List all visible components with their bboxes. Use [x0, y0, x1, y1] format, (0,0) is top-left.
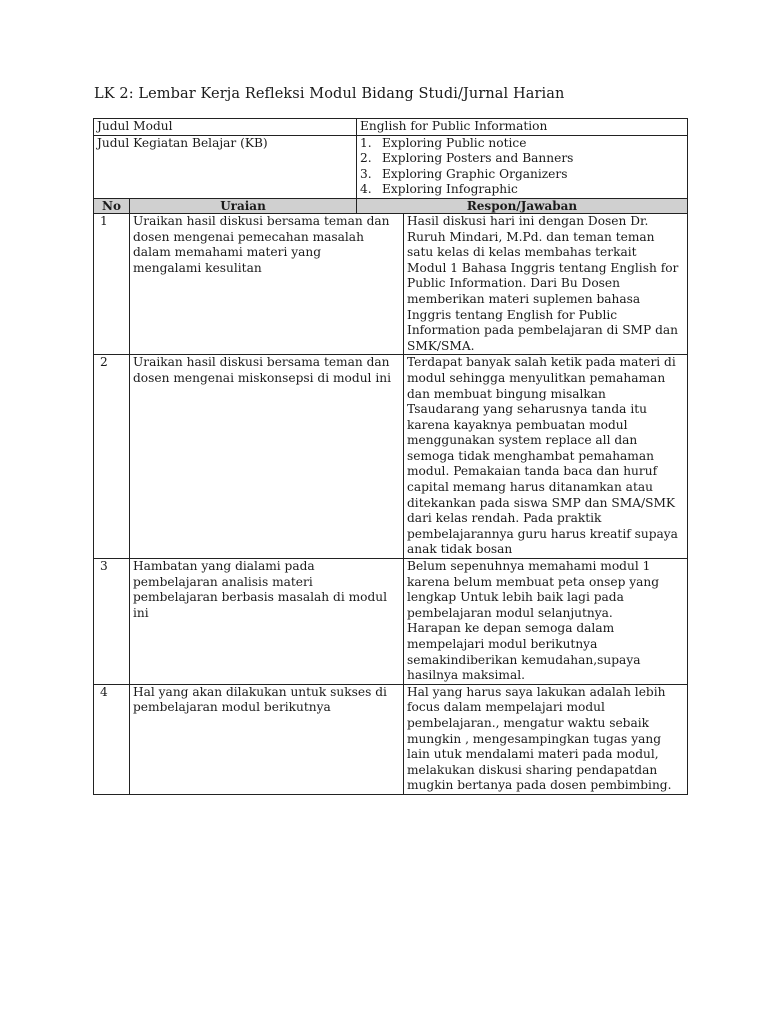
- kb-item-text: Exploring Posters and Banners: [382, 151, 574, 166]
- kb-list-cell: [357, 135, 688, 198]
- row-respon: [404, 559, 688, 685]
- reflection-table: [93, 118, 688, 795]
- table-row: [94, 684, 688, 794]
- header-respon: Respon/Jawaban: [357, 198, 688, 213]
- row-number: 3: [94, 559, 130, 685]
- table-row: [94, 213, 688, 354]
- row-uraian: Hal yang akan dilakukan untuk sukses di pembelajaran modul berikutnya: [130, 684, 404, 794]
- respon-paragraph: Harapan ke depan semoga dalam mempelajari modul berikutnya semakindiberikan kemudahan,supaya hasilnya maksimal.: [407, 621, 641, 683]
- row-uraian: Uraikan hasil diskusi bersama teman dan dosen mengenai pemecahan masalah dalam memahami materi yang mengalami kesulitan: [130, 213, 404, 354]
- table-row: [94, 559, 688, 685]
- kb-item: [360, 167, 684, 183]
- kb-item: [360, 151, 684, 167]
- kb-item: [360, 182, 684, 198]
- kb-item: [360, 136, 684, 152]
- kb-item-text: Exploring Public notice: [382, 135, 527, 150]
- kb-item-text: Exploring Graphic Organizers: [382, 166, 568, 181]
- page-title: LK 2: Lembar Kerja Refleksi Modul Bidang Studi/Jurnal Harian: [94, 86, 565, 102]
- row-uraian: Uraikan hasil diskusi bersama teman dan dosen mengenai miskonsepsi di modul ini: [130, 355, 404, 559]
- kb-item-number: 4.: [360, 182, 372, 197]
- row-number: 4: [94, 684, 130, 794]
- module-row: [94, 119, 688, 136]
- kb-label: Judul Kegiatan Belajar (KB): [94, 135, 357, 198]
- kb-item-text: Exploring Infographic: [382, 182, 518, 197]
- row-respon: [404, 684, 688, 794]
- row-uraian: Hambatan yang dialami pada pembelajaran analisis materi pembelajaran berbasis masalah di modul ini: [130, 559, 404, 685]
- header-uraian: Uraian: [130, 198, 357, 213]
- header-no: No: [94, 198, 130, 213]
- kb-item-number: 2.: [360, 151, 372, 166]
- row-respon: [404, 213, 688, 354]
- kb-row: [94, 135, 688, 198]
- module-label: Judul Modul: [94, 119, 357, 136]
- row-number: 2: [94, 355, 130, 559]
- respon-paragraph: Hal yang harus saya lakukan adalah lebih focus dalam mempelajari modul pembelajaran., mengatur waktu sebaik mungkin , mengesampingkan tugas yang lain utuk mendalami materi pada modul, melakukan diskusi sharing pendapatdan mugkin bertanya pada dosen pembimbing.: [407, 684, 672, 793]
- table-row: [94, 355, 688, 559]
- row-respon: [404, 355, 688, 559]
- respon-paragraph: Terdapat banyak salah ketik pada materi di modul sehingga menyulitkan pemahaman dan membuat bingung misalkan Tsaudarang yang seharusnya tanda itu karena kayaknya pembuatan modul menggunakan system replace all dan semoga tidak menghambat pemahaman modul. Pemakaian tanda baca dan huruf capital memang harus ditanamkan atau ditekankan pada siswa SMP dan SMA/SMK dari kelas rendah. Pada praktik pembelajarannya guru harus kreatif supaya anak tidak bosan: [407, 355, 678, 557]
- kb-item-number: 3.: [360, 166, 372, 181]
- row-number: 1: [94, 213, 130, 354]
- kb-item-number: 1.: [360, 135, 372, 150]
- table-header-row: [94, 198, 688, 213]
- kb-list: [360, 136, 684, 198]
- module-value: English for Public Information: [357, 119, 688, 136]
- respon-paragraph: Hasil diskusi hari ini dengan Dosen Dr. Ruruh Mindari, M.Pd. dan teman teman satu kelas di kelas membahas terkait Modul 1 Bahasa Inggris tentang English for Public Information. Dari Bu Dosen memberikan materi suplemen bahasa Inggris tentang English for Public Information pada pembelajaran di SMP dan SMK/SMA.: [407, 213, 679, 353]
- respon-paragraph: Belum sepenuhnya memahami modul 1 karena belum membuat peta onsep yang lengkap Untuk lebih baik lagi pada pembelajaran modul selanjutnya.: [407, 559, 660, 620]
